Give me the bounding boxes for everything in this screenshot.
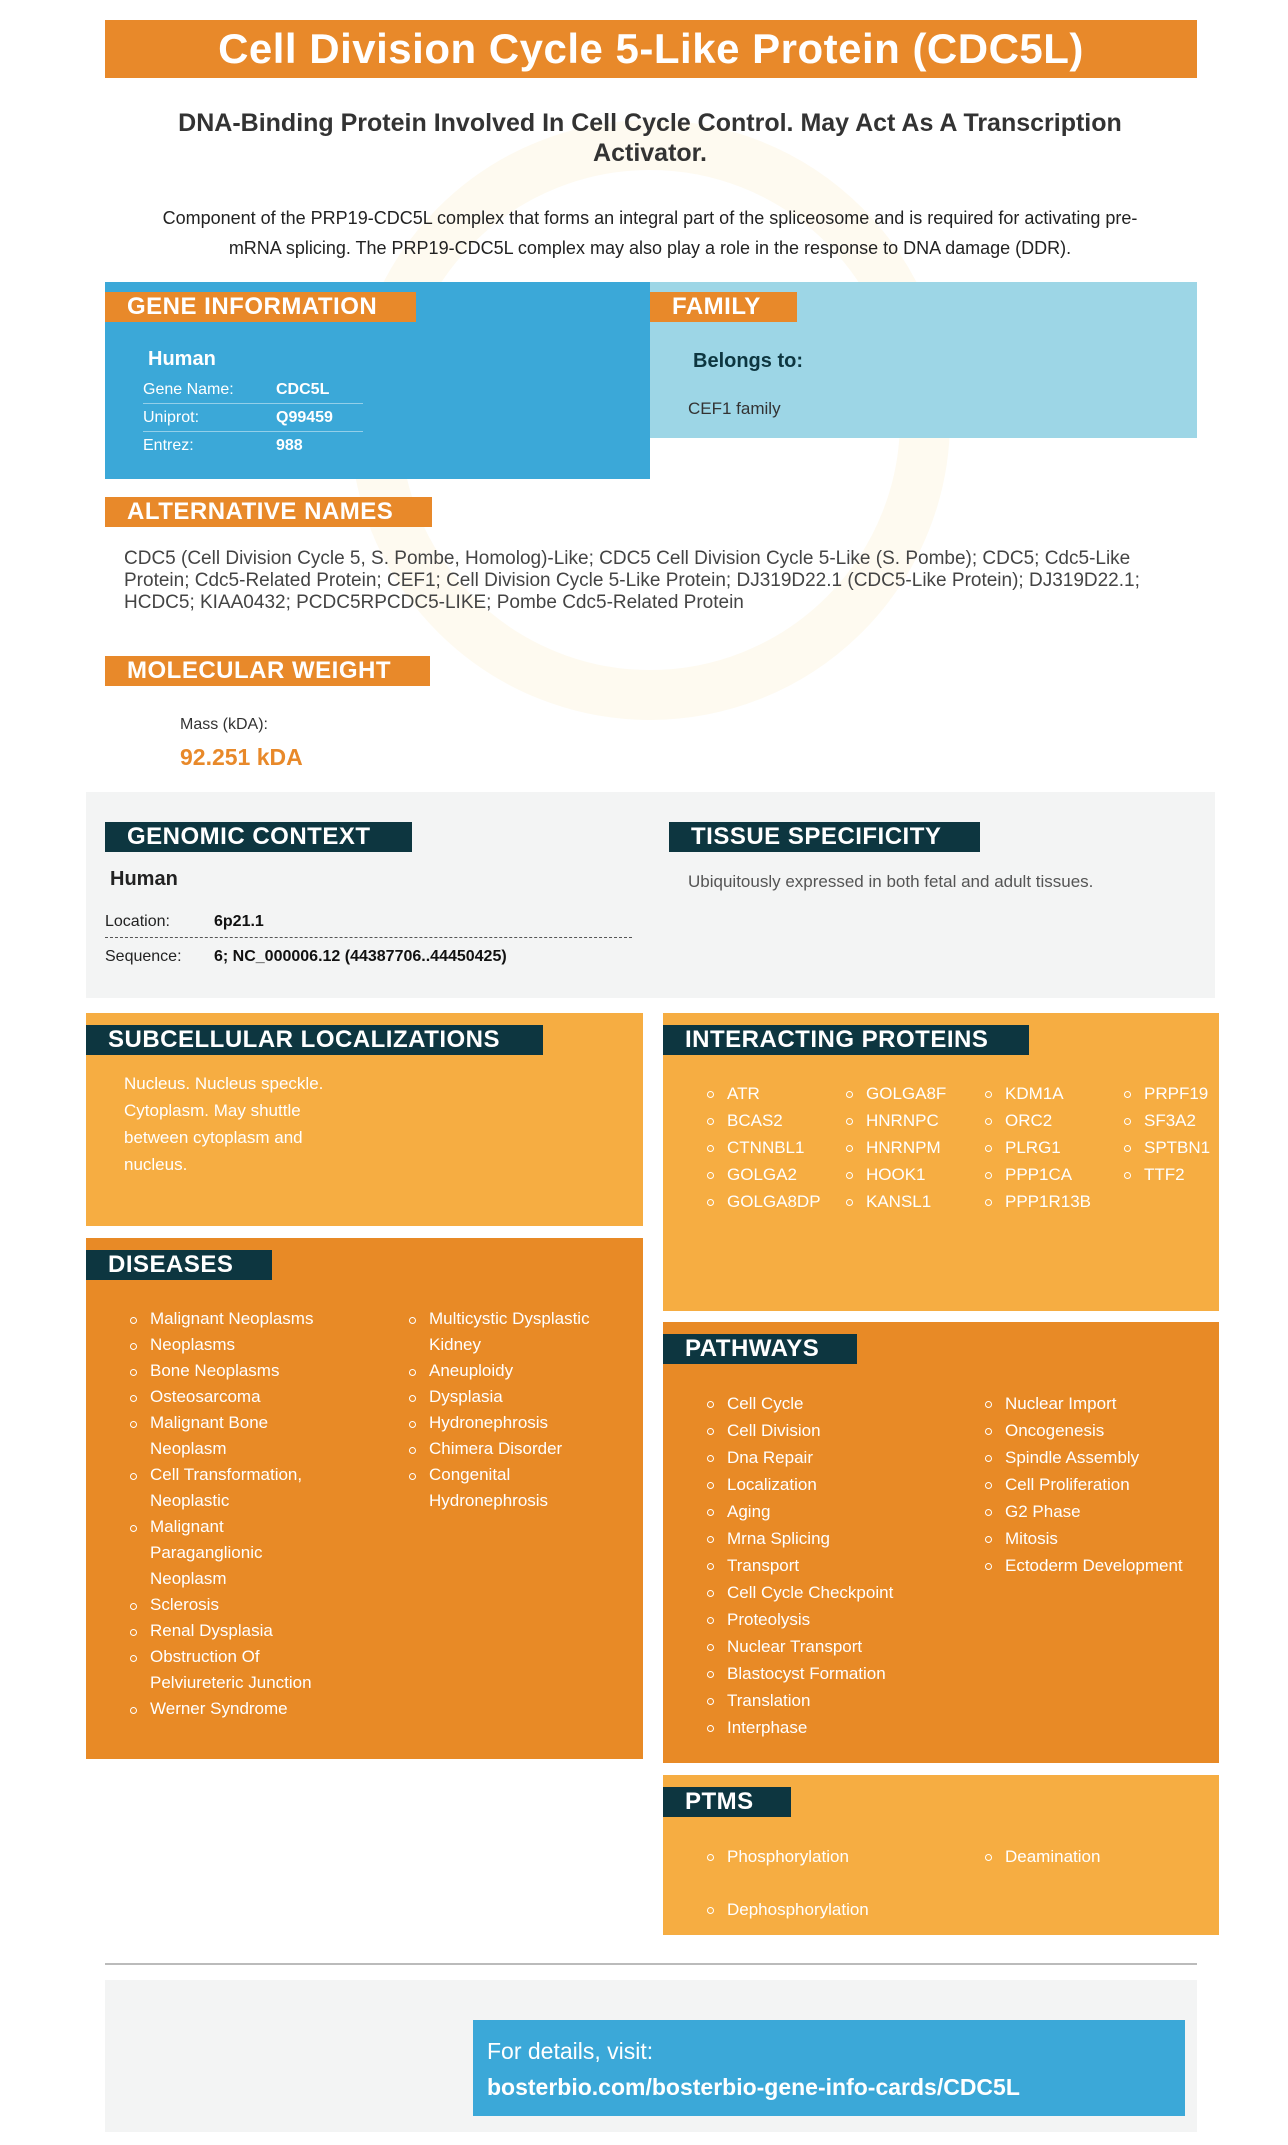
page-title: Cell Division Cycle 5-Like Protein (CDC5L) — [105, 20, 1197, 78]
uniprot-label: Uniprot: — [143, 409, 200, 426]
pathway-item: Blastocyst Formation — [707, 1660, 893, 1687]
protein-item: BCAS2 — [707, 1107, 821, 1134]
disease-item: Chimera Disorder — [409, 1436, 624, 1462]
family-value: CEF1 family — [688, 399, 781, 418]
disease-item: Congenital Hydronephrosis — [409, 1462, 624, 1514]
pathway-item: Cell Proliferation — [985, 1471, 1183, 1498]
protein-item: KANSL1 — [846, 1188, 946, 1215]
pathway-item: Ectoderm Development — [985, 1552, 1183, 1579]
pathway-item: Cell Cycle — [707, 1390, 893, 1417]
protein-item: KDM1A — [985, 1080, 1091, 1107]
protein-item: GOLGA2 — [707, 1161, 821, 1188]
disease-item: Malignant Bone Neoplasm — [130, 1410, 335, 1462]
location-label: Location: — [105, 913, 170, 930]
context-divider — [105, 937, 632, 938]
protein-item: SF3A2 — [1124, 1107, 1210, 1134]
disease-item: Bone Neoplasms — [130, 1358, 335, 1384]
disease-item: Multicystic Dysplastic Kidney — [409, 1306, 624, 1358]
pathway-item: Localization — [707, 1471, 893, 1498]
protein-item: HNRNPM — [846, 1134, 946, 1161]
pathways-list-col1 — [707, 1390, 893, 1741]
subcellular-text: Nucleus. Nucleus speckle. Cytoplasm. May shuttle between cytoplasm and nucleus. — [124, 1074, 324, 1174]
tissue-specificity-text: Ubiquitously expressed in both fetal and adult tissues. — [688, 872, 1094, 891]
pathway-item: Dna Repair — [707, 1444, 893, 1471]
pathway-item: Oncogenesis — [985, 1417, 1183, 1444]
protein-item: HNRNPC — [846, 1107, 946, 1134]
disease-item: Malignant Paraganglionic Neoplasm — [130, 1514, 335, 1592]
pathways-list-col2 — [985, 1390, 1183, 1579]
interacting-list-col3 — [985, 1080, 1091, 1215]
pathway-item: Cell Cycle Checkpoint — [707, 1579, 893, 1606]
pathway-item: G2 Phase — [985, 1498, 1183, 1525]
protein-item: PPP1CA — [985, 1161, 1091, 1188]
sequence-value: 6; NC_000006.12 (44387706..44450425) — [214, 948, 507, 965]
pathway-item: Mrna Splicing — [707, 1525, 893, 1552]
entrez-value: 988 — [276, 437, 303, 454]
pathways-heading: PATHWAYS — [663, 1334, 857, 1364]
diseases-heading: DISEASES — [86, 1250, 272, 1280]
interacting-list-col1 — [707, 1080, 821, 1215]
tissue-specificity-heading: TISSUE SPECIFICITY — [669, 822, 980, 852]
protein-item: HOOK1 — [846, 1161, 946, 1188]
uniprot-value: Q99459 — [276, 409, 333, 426]
pathway-item: Mitosis — [985, 1525, 1183, 1552]
protein-item: PPP1R13B — [985, 1188, 1091, 1215]
molecular-weight-heading: MOLECULAR WEIGHT — [105, 656, 430, 686]
protein-item: ATR — [707, 1080, 821, 1107]
protein-item: GOLGA8F — [846, 1080, 946, 1107]
disease-item: Werner Syndrome — [130, 1696, 335, 1722]
alternative-names-text: CDC5 (Cell Division Cycle 5, S. Pombe, Homolog)-Like; CDC5 Cell Division Cycle 5-Like (S. Pombe); CDC5; Cdc5-Like Protein; Cdc5-Related Protein; CEF1; Cell Division Cycle 5-Like Protein; DJ319D22.1 (CDC5-Like Protein); DJ319D22.1; HCDC5; KIAA0432; PCDC5RPCDC5-LIKE; Pombe Cdc5-Related Protein — [124, 548, 1140, 613]
pathway-item: Cell Division — [707, 1417, 893, 1444]
gene-name-value: CDC5L — [276, 381, 330, 398]
ptm-item: Deamination — [985, 1843, 1100, 1870]
ptm-item: Dephosphorylation — [707, 1896, 869, 1923]
disease-item: Hydronephrosis — [409, 1410, 624, 1436]
alternative-names-heading: ALTERNATIVE NAMES — [105, 497, 432, 527]
mass-label: Mass (kDA): — [180, 716, 268, 733]
gene-information-heading: GENE INFORMATION — [105, 292, 416, 322]
pathway-item: Nuclear Import — [985, 1390, 1183, 1417]
family-heading: FAMILY — [650, 292, 797, 322]
pathway-item: Translation — [707, 1687, 893, 1714]
pathway-item: Proteolysis — [707, 1606, 893, 1633]
subcellular-heading: SUBCELLULAR LOCALIZATIONS — [86, 1025, 543, 1055]
genomic-context-heading: GENOMIC CONTEXT — [105, 822, 412, 852]
pathway-item: Interphase — [707, 1714, 893, 1741]
belongs-to-label: Belongs to: — [693, 350, 803, 372]
entrez-label: Entrez: — [143, 437, 194, 454]
diseases-list-col2 — [409, 1306, 624, 1514]
protein-item: PRPF19 — [1124, 1080, 1210, 1107]
disease-item: Neoplasms — [130, 1332, 335, 1358]
interacting-proteins-heading: INTERACTING PROTEINS — [663, 1025, 1029, 1055]
gene-name-label: Gene Name: — [143, 381, 234, 398]
protein-item: SPTBN1 — [1124, 1134, 1210, 1161]
pathway-item: Nuclear Transport — [707, 1633, 893, 1660]
disease-item: Malignant Neoplasms — [130, 1306, 335, 1332]
disease-item: Aneuploidy — [409, 1358, 624, 1384]
disease-item: Cell Transformation, Neoplastic — [130, 1462, 335, 1514]
pathway-item: Aging — [707, 1498, 893, 1525]
details-link-box[interactable] — [473, 2020, 1185, 2116]
uniprot-row — [143, 404, 363, 432]
pathway-item: Spindle Assembly — [985, 1444, 1183, 1471]
sequence-label: Sequence: — [105, 948, 182, 965]
protein-item: GOLGA8DP — [707, 1188, 821, 1215]
diseases-list-col1 — [130, 1306, 335, 1722]
family-panel — [650, 282, 1197, 438]
ptms-heading: PTMS — [663, 1787, 791, 1817]
details-url-link[interactable]: bosterbio.com/bosterbio-gene-info-cards/CDC5L — [487, 2074, 1020, 2100]
disease-item: Dysplasia — [409, 1384, 624, 1410]
ptms-list-col1 — [707, 1843, 869, 1923]
ptms-list-col2 — [985, 1843, 1100, 1870]
protein-summary: Component of the PRP19-CDC5L complex that forms an integral part of the spliceosome and is required for activating pre-mRNA splicing. The PRP19-CDC5L complex may also play a role in the response to DNA damage (DDR). — [162, 208, 1138, 258]
protein-item: TTF2 — [1124, 1161, 1210, 1188]
disease-item: Obstruction Of Pelviureteric Junction — [130, 1644, 335, 1696]
mass-value: 92.251 kDA — [180, 744, 303, 770]
disease-item: Renal Dysplasia — [130, 1618, 335, 1644]
protein-item: PLRG1 — [985, 1134, 1091, 1161]
location-value: 6p21.1 — [214, 913, 264, 930]
page-subtitle: DNA-Binding Protein Involved In Cell Cycle Control. May Act As A Transcription Activator. — [178, 109, 1122, 167]
disease-item: Sclerosis — [130, 1592, 335, 1618]
gene-species: Human — [148, 348, 216, 370]
pathway-item: Transport — [707, 1552, 893, 1579]
gene-information-panel — [105, 282, 650, 479]
genomic-species: Human — [110, 868, 178, 890]
footer-divider — [105, 1963, 1197, 1965]
gene-name-row — [143, 376, 363, 404]
protein-item: CTNNBL1 — [707, 1134, 821, 1161]
disease-item: Osteosarcoma — [130, 1384, 335, 1410]
interacting-list-col4 — [1124, 1080, 1210, 1188]
protein-item: ORC2 — [985, 1107, 1091, 1134]
interacting-list-col2 — [846, 1080, 946, 1215]
entrez-row — [143, 432, 363, 459]
ptm-item: Phosphorylation — [707, 1843, 869, 1870]
details-label: For details, visit: — [487, 2038, 654, 2064]
